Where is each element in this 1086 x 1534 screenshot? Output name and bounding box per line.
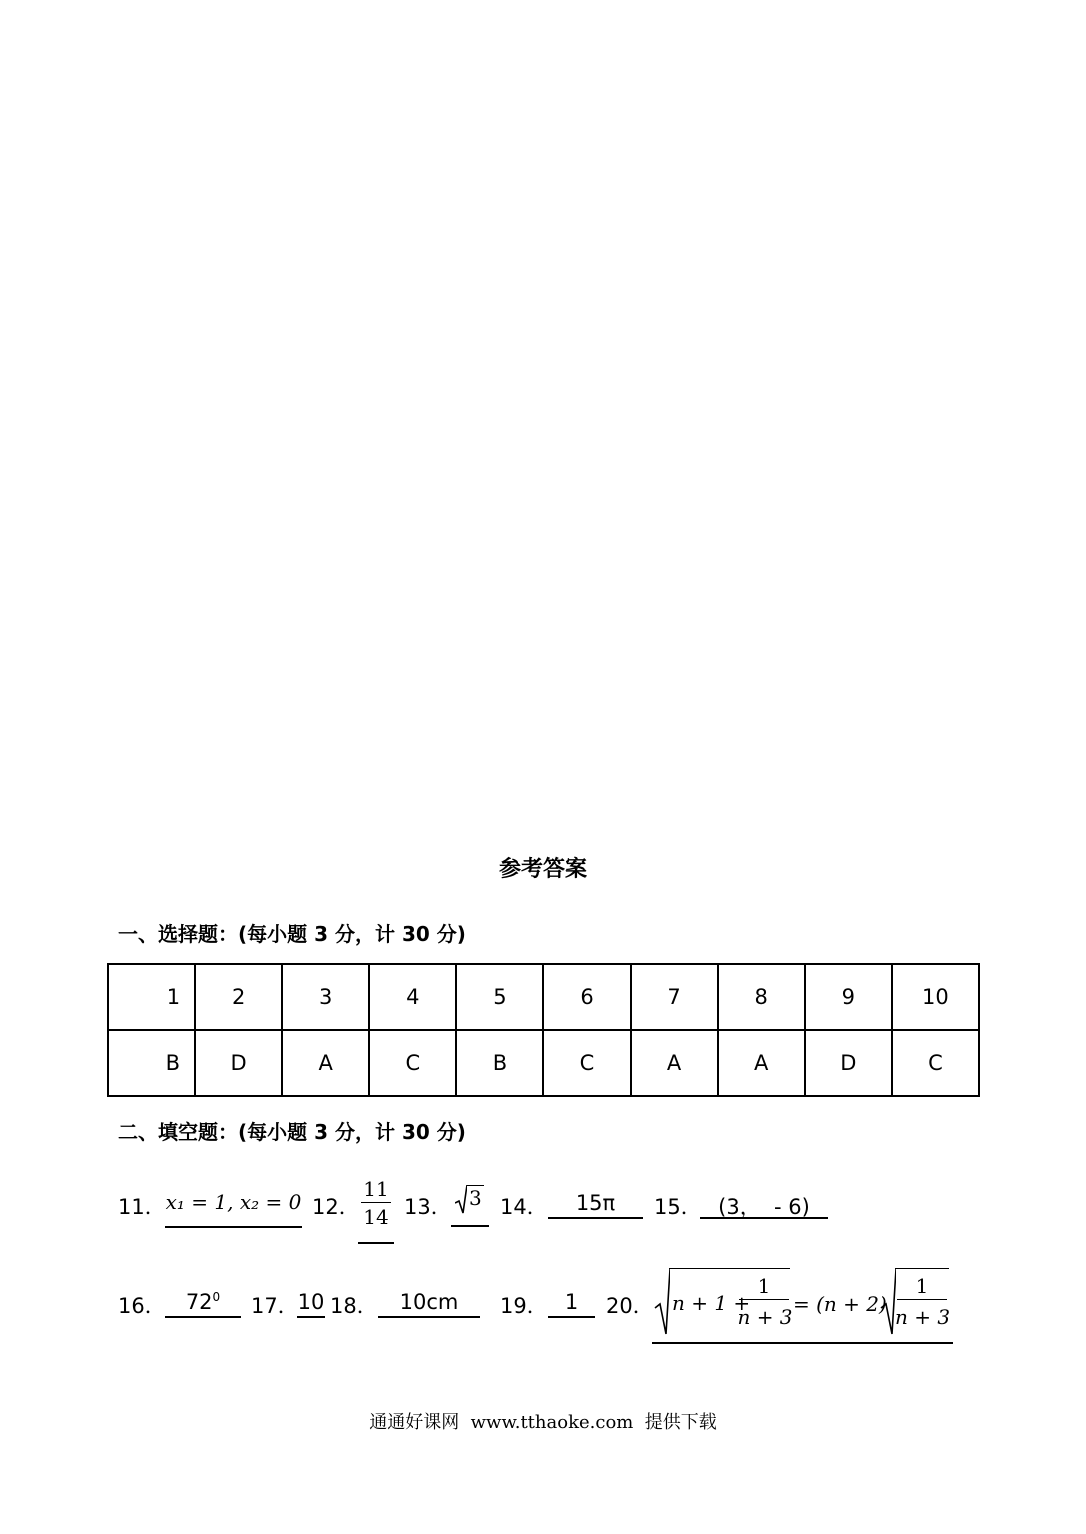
- table-cell: D: [805, 1030, 892, 1096]
- table-cell: 1: [108, 964, 195, 1030]
- q11-answer: x₁ = 1, x₂ = 0: [165, 1190, 302, 1228]
- table-cell: C: [892, 1030, 979, 1096]
- table-cell: 3: [282, 964, 369, 1030]
- table-cell: B: [108, 1030, 195, 1096]
- q20-left-radicand: [669, 1268, 793, 1335]
- answer-table: [107, 963, 980, 1097]
- table-cell: 5: [456, 964, 543, 1030]
- table-cell: A: [631, 1030, 718, 1096]
- q16-answer: [165, 1290, 241, 1318]
- table-row-answers: [108, 1030, 979, 1096]
- table-cell: C: [543, 1030, 630, 1096]
- q12-label: 12．: [312, 1195, 360, 1219]
- table-cell: 10: [892, 964, 979, 1030]
- q20-right-radicand: [895, 1268, 949, 1335]
- table-cell: 7: [631, 964, 718, 1030]
- q20-frac-denominator: n + 3: [737, 1305, 793, 1329]
- q14-answer: 15π: [548, 1191, 643, 1219]
- radical-icon: [880, 1268, 896, 1336]
- q13-label: 13．: [404, 1195, 452, 1219]
- section-heading-choice: 一、选择题：(每小题 3 分，计 30 分): [118, 922, 466, 946]
- q19-answer: 1: [548, 1290, 595, 1318]
- table-row-numbers: [108, 964, 979, 1030]
- q12-numerator: 11: [361, 1176, 391, 1203]
- table-cell: A: [282, 1030, 369, 1096]
- table-cell: D: [195, 1030, 282, 1096]
- q16-value: 72: [185, 1290, 213, 1314]
- table-cell: A: [718, 1030, 805, 1096]
- page-title: 参考答案: [498, 857, 587, 882]
- q20-frac-numerator: 1: [739, 1273, 789, 1300]
- q20-answer: [652, 1266, 953, 1344]
- q18-answer: 10cm: [378, 1290, 480, 1318]
- q18-label: 18．: [330, 1294, 378, 1318]
- table-cell: 6: [543, 964, 630, 1030]
- radical-icon: [654, 1268, 670, 1336]
- q17-answer: 10: [297, 1290, 325, 1318]
- q20-right-numerator: 1: [897, 1273, 947, 1300]
- q11-label: 11．: [118, 1195, 166, 1219]
- q15-answer: (3， - 6): [700, 1191, 828, 1219]
- q16-superscript: 0: [212, 1290, 221, 1304]
- table-cell: 2: [195, 964, 282, 1030]
- table-cell: B: [456, 1030, 543, 1096]
- table-cell: 8: [718, 964, 805, 1030]
- q17-label: 17．: [251, 1294, 299, 1318]
- q13-answer: [451, 1182, 489, 1227]
- q15-label: 15．: [654, 1195, 702, 1219]
- q20-label: 20．: [606, 1294, 654, 1318]
- q20-right-denominator: n + 3: [895, 1305, 951, 1329]
- page-footer: 通通好课网 www.tthaoke.com 提供下载: [369, 1412, 717, 1433]
- q12-denominator: 14: [363, 1205, 389, 1229]
- q13-radicand: 3: [469, 1186, 482, 1210]
- q14-label: 14．: [500, 1195, 548, 1219]
- table-cell: 4: [369, 964, 456, 1030]
- table-cell: C: [369, 1030, 456, 1096]
- section-heading-fill: 二、填空题：(每小题 3 分，计 30 分): [118, 1120, 466, 1144]
- q12-answer: [358, 1176, 394, 1244]
- q16-label: 16．: [118, 1294, 166, 1318]
- table-cell: 9: [805, 964, 892, 1030]
- radical-icon: [455, 1185, 467, 1215]
- q20-left-expr: n + 1 +: [672, 1291, 751, 1315]
- q19-label: 19．: [500, 1294, 548, 1318]
- q20-equals-expr: = (n + 2): [793, 1292, 887, 1316]
